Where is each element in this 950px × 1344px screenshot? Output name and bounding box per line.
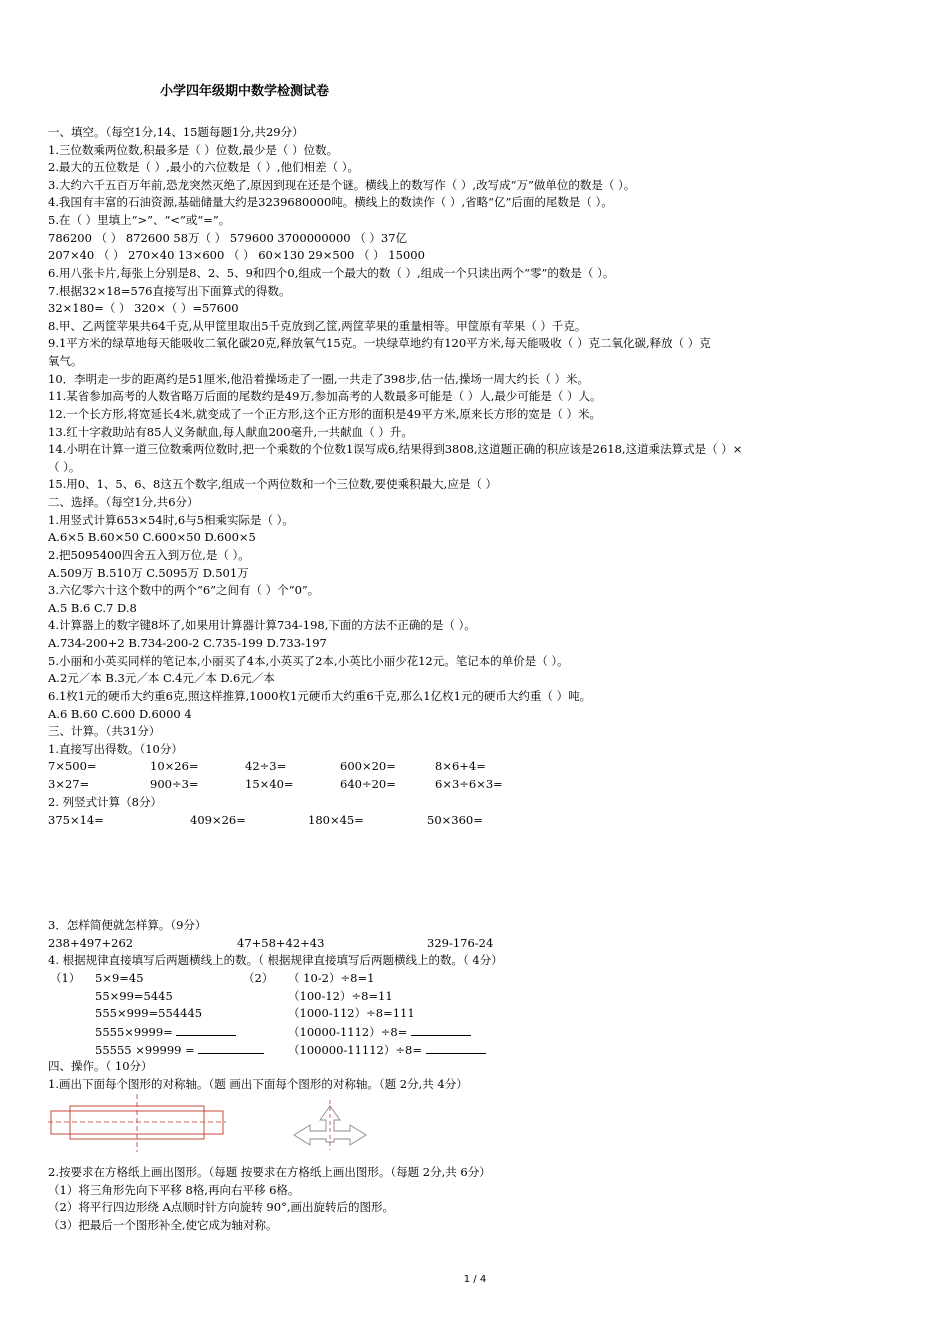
vertical-calc-item: 409×26= (190, 813, 246, 827)
part4-q2-label: 2.按要求在方格纸上画出图形。（每题 按要求在方格纸上画出图形。（每题 2分,共 6分） (48, 1165, 491, 1179)
part4-heading: 四、操作。（ 10分） (48, 1059, 153, 1073)
part2-line: A.734-200+2 B.734-200-2 C.735-199 D.733-197 (48, 636, 327, 650)
part2-line: 4.计算器上的数字键8坏了,如果用计算器计算734-198,下面的方法不正确的是（ ）。 (48, 618, 476, 632)
part1-line: 7.根据32×18=576直接写出下面算式的得数。 (48, 284, 291, 298)
simplify-item: 238+497+262 (48, 936, 134, 950)
simplify-item: 329-176-24 (427, 936, 494, 950)
mental-math-item: 15×40= (245, 777, 294, 791)
mental-math-item: 42÷3= (245, 759, 287, 773)
part1-line: 6.用八张卡片,每张上分别是8、2、5、9和四个0,组成一个最大的数（ ）,组成一个只读出两个“零”的数是（ ）。 (48, 266, 615, 280)
pattern-right-item: （ 10-2）÷8=1 (288, 971, 375, 985)
vertical-calc-item: 375×14= (48, 813, 104, 827)
part1-line: 15.用0、1、5、6、8这五个数字,组成一个两位数和一个三位数,要使乘积最大,应是（ ） (48, 477, 497, 491)
part1-line: 8.甲、乙两筐苹果共64千克,从甲筐里取出5千克放到乙筐,两筐苹果的重量相等。甲筐原有苹果（ ）千克。 (48, 319, 587, 333)
answer-blank[interactable] (198, 1041, 264, 1054)
pattern-right-item: （100000-11112）÷8= (288, 1041, 486, 1059)
part1-line: 4.我国有丰富的石油资源,基础储量大约是3239680000吨。横线上的数读作（ ）,省略“亿”后面的尾数是（ ）。 (48, 195, 613, 209)
answer-blank[interactable] (176, 1023, 236, 1036)
part3-q1-label: 1.直接写出得数。（10分） (48, 742, 183, 756)
simplify-item: 47+58+42+43 (237, 936, 325, 950)
pattern-right-item: （1000-112）÷8=111 (288, 1006, 415, 1020)
part3-q2-label: 2. 列竖式计算（8分） (48, 795, 162, 809)
pattern-left-item: 555×999=554445 (95, 1006, 203, 1020)
pattern-left-item: 5555×9999= (95, 1023, 236, 1041)
answer-blank[interactable] (411, 1023, 471, 1036)
vertical-calc-item: 50×360= (427, 813, 483, 827)
part2-line: 5.小丽和小英买同样的笔记本,小丽买了4本,小英买了2本,小英比小丽少花12元。笔记本的单价是（ ）。 (48, 654, 569, 668)
part1-line: 2.最大的五位数是（ ）,最小的六位数是（ ）,他们相差（ ）。 (48, 160, 359, 174)
page-number: 1 / 4 (463, 1274, 487, 1285)
mental-math-item: 8×6+4= (435, 759, 486, 773)
symmetry-figure-rectangle (48, 1092, 228, 1154)
part1-line: 5.在（ ）里填上“>”、“<”或“=”。 (48, 213, 231, 227)
mental-math-item: 7×500= (48, 759, 97, 773)
symmetry-figure-arrow (290, 1100, 370, 1152)
part2-line: A.5 B.6 C.7 D.8 (48, 601, 137, 615)
mental-math-item: 6×3÷6×3= (435, 777, 503, 791)
part1-line: 14.小明在计算一道三位数乘两位数时,把一个乘数的个位数1误写成6,结果得到3808,这道题正确的积应该是2618,这道乘法算式是（ ）× (48, 442, 743, 456)
page-title: 小学四年级期中数学检测试卷 (160, 84, 330, 99)
pattern-left-tag: （1） (50, 971, 81, 985)
part2-heading: 二、选择。（每空1分,共6分） (48, 495, 199, 509)
pattern-left-item: 5×9=45 (95, 971, 144, 985)
part3-q3-label: 3．怎样简便就怎样算。（9分） (48, 918, 207, 932)
part1-line: 9.1平方米的绿草地每天能吸收二氧化碳20克,释放氧气15克。一块绿草地约有120平方米,每天能吸收（ ）克二氧化碳,释放（ ）克 (48, 336, 711, 350)
part4-q1-label: 1.画出下面每个图形的对称轴。（题 画出下面每个图形的对称轴。（题 2分,共 4分） (48, 1077, 468, 1091)
vertical-calc-item: 180×45= (308, 813, 364, 827)
pattern-right-tag: （2） (243, 971, 274, 985)
mental-math-item: 3×27= (48, 777, 90, 791)
pattern-left-item: 55×99=5445 (95, 989, 173, 1003)
mental-math-item: 600×20= (340, 759, 396, 773)
part1-line: 786200 （ ） 872600 58万（ ） 579600 3700000000 （ ）37亿 (48, 231, 408, 245)
mental-math-item: 10×26= (150, 759, 199, 773)
pattern-left-item: 55555 ×99999 = (95, 1041, 264, 1059)
pattern-right-item: （100-12）÷8=11 (288, 989, 393, 1003)
part2-line: 3.六亿零六十这个数中的两个“6”之间有（ ）个“0”。 (48, 583, 320, 597)
part1-line: 10．李明走一步的距离约是51厘米,他沿着操场走了一圈,一共走了398步,估一估,操场一周大约长（ ）米。 (48, 372, 589, 386)
part4-sub: （3）把最后一个图形补全,使它成为轴对称。 (48, 1218, 278, 1232)
mental-math-item: 900÷3= (150, 777, 199, 791)
part2-line: A.509万 B.510万 C.5095万 D.501万 (48, 566, 249, 580)
part2-line: A.6×5 B.60×50 C.600×50 D.600×5 (48, 530, 256, 544)
part1-line: 11.某省参加高考的人数省略万后面的尾数约是49万,参加高考的人数最多可能是（ ）人,最少可能是（ ）人。 (48, 389, 602, 403)
part4-sub: （2）将平行四边形绕 A点顺时针方向旋转 90°,画出旋转后的图形。 (48, 1200, 394, 1214)
part1-line: 32×180=（ ） 320×（ ）=57600 (48, 301, 239, 315)
part1-line: 12.一个长方形,将宽延长4米,就变成了一个正方形,这个正方形的面积是49平方米,原来长方形的宽是（ ）米。 (48, 407, 602, 421)
part4-sub: （1）将三角形先向下平移 8格,再向右平移 6格。 (48, 1183, 300, 1197)
part1-line: （ ）。 (48, 460, 81, 474)
pattern-right-item: （10000-1112）÷8= (288, 1023, 471, 1041)
part2-line: A.2元／本 B.3元／本 C.4元／本 D.6元／本 (48, 671, 275, 685)
part3-heading: 三、计算。（共31分） (48, 724, 161, 738)
part1-line: 1.三位数乘两位数,积最多是（ ）位数,最少是（ ）位数。 (48, 143, 339, 157)
part2-line: 2.把5095400四舍五入到万位,是（ ）。 (48, 548, 250, 562)
part3-q4-label: 4. 根据规律直接填写后两题横线上的数。（ 根据规律直接填写后两题横线上的数。（ 4分） (48, 953, 503, 967)
part1-heading: 一、填空。（每空1分,14、15题每题1分,共29分） (48, 125, 304, 139)
part2-line: 6.1枚1元的硬币大约重6克,照这样推算,1000枚1元硬币大约重6千克,那么1亿枚1元的硬币大约重（ ）吨。 (48, 689, 592, 703)
answer-blank[interactable] (426, 1041, 486, 1054)
part1-line: 207×40 （ ） 270×40 13×600 （ ） 60×130 29×500 （ ） 15000 (48, 248, 425, 262)
part1-line: 13.红十字救助站有85人义务献血,每人献血200毫升,一共献血（ ）升。 (48, 425, 413, 439)
part1-line: 3.大约六千五百万年前,恐龙突然灭绝了,原因到现在还是个谜。横线上的数写作（ ）,改写成“万”做单位的数是（ ）。 (48, 178, 636, 192)
part2-line: 1.用竖式计算653×54时,6与5相乘实际是（ ）。 (48, 513, 294, 527)
part1-line: 氧气。 (48, 354, 83, 368)
part2-line: A.6 B.60 C.600 D.6000 4 (48, 707, 192, 721)
mental-math-item: 640÷20= (340, 777, 396, 791)
